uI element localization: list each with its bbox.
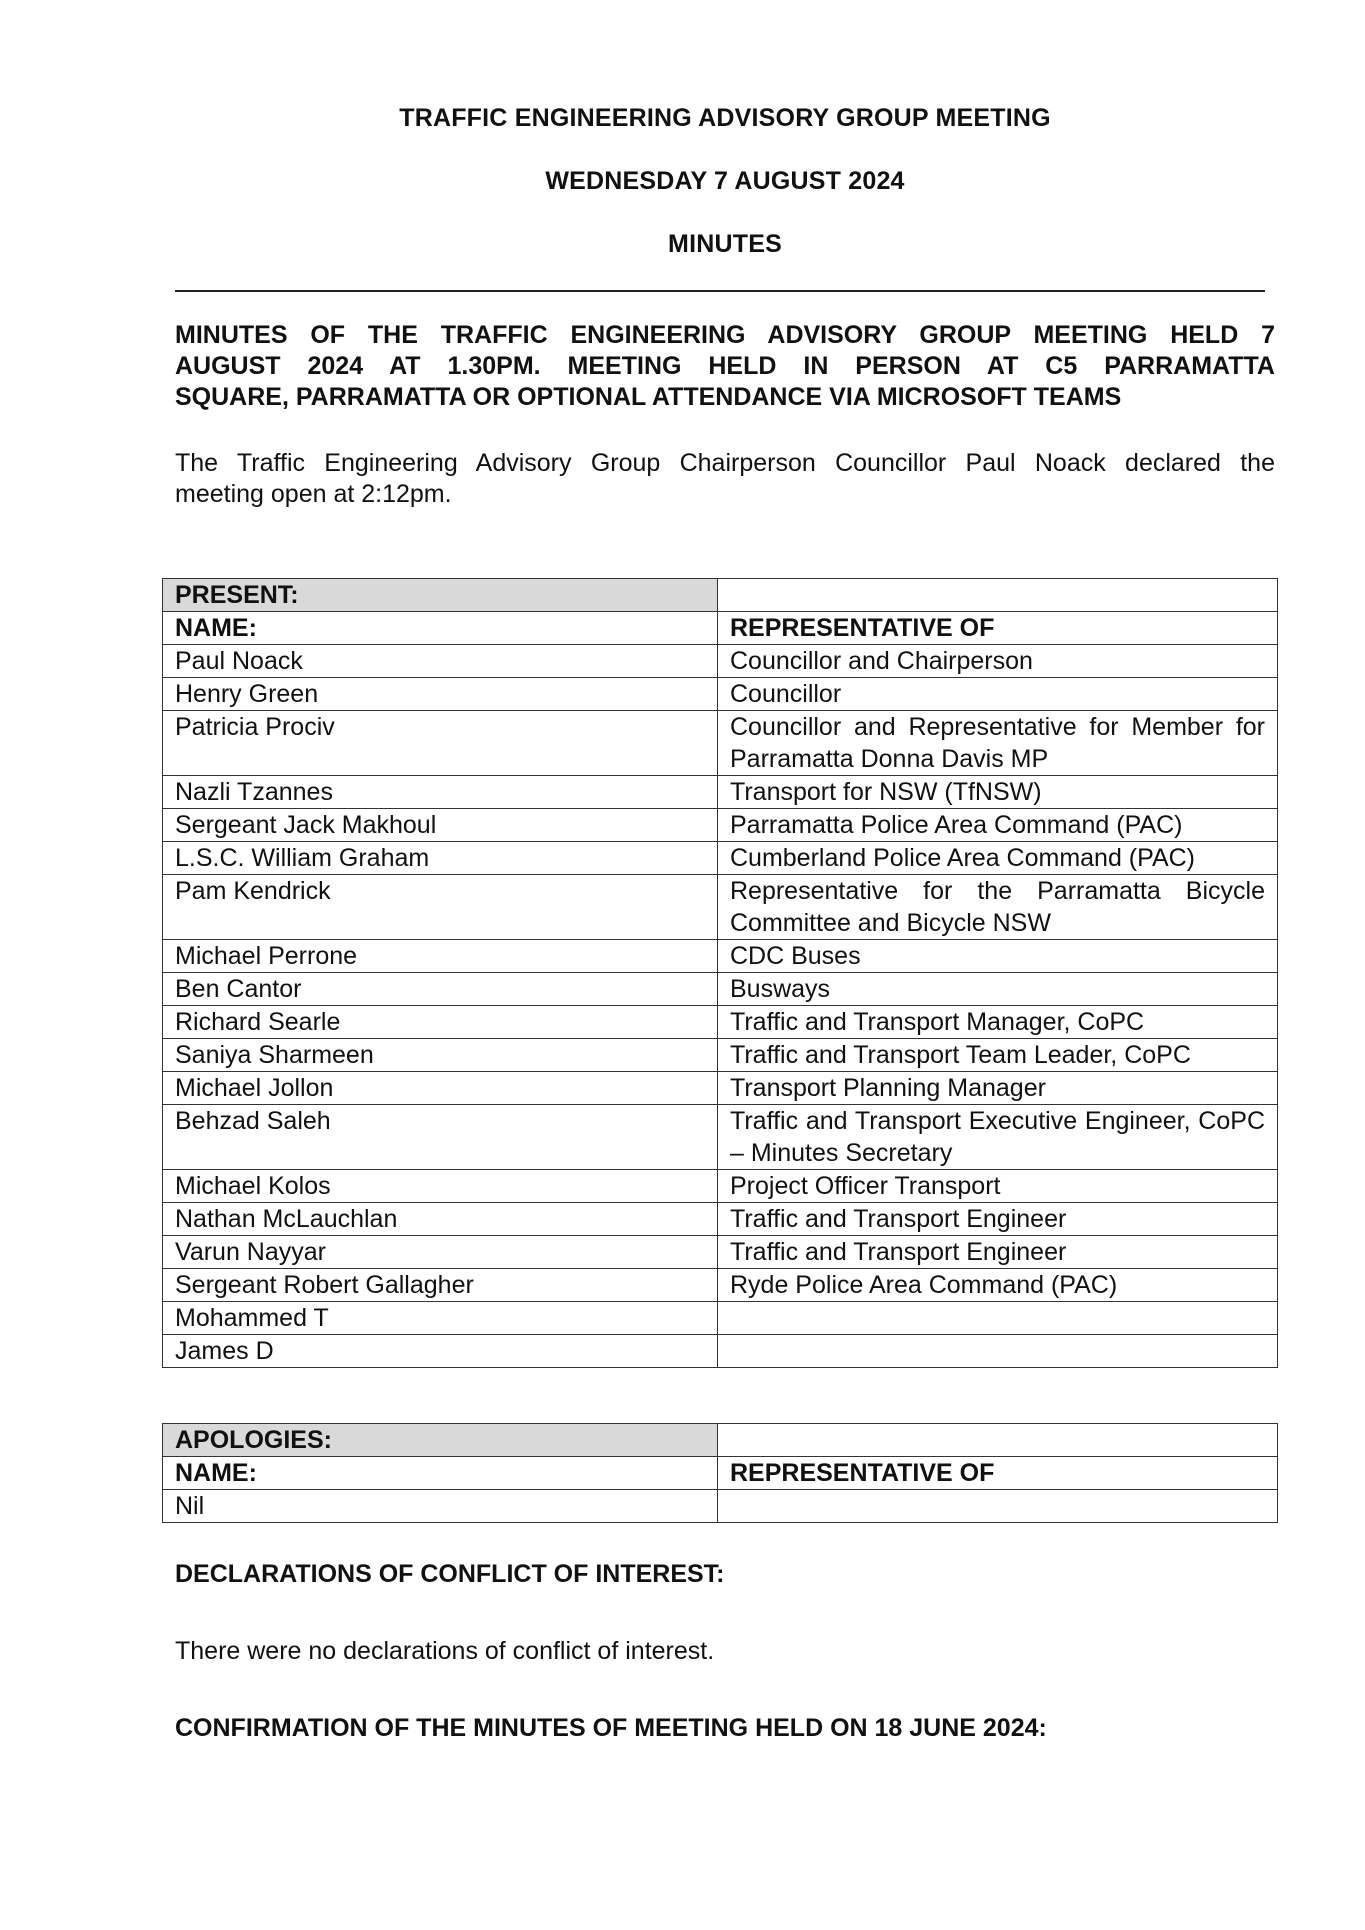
attendee-name: Paul Noack <box>163 645 718 678</box>
present-row <box>163 1006 1278 1039</box>
present-row <box>163 1236 1278 1269</box>
present-row <box>163 776 1278 809</box>
attendee-name: Nil <box>163 1490 718 1523</box>
column-name-header: NAME: <box>163 612 718 645</box>
opening-line: meeting open at 2:12pm. <box>175 480 452 508</box>
document-type: MINUTES <box>668 230 782 258</box>
present-row <box>163 1039 1278 1072</box>
present-row <box>163 1072 1278 1105</box>
attendee-representative: CDC Buses <box>718 940 1278 973</box>
attendee-representative: Traffic and Transport Engineer <box>718 1236 1278 1269</box>
attendee-representative: Parramatta Police Area Command (PAC) <box>718 809 1278 842</box>
horizontal-divider <box>175 290 1265 292</box>
attendee-representative: Transport for NSW (TfNSW) <box>718 776 1278 809</box>
attendee-representative <box>718 1490 1278 1523</box>
present-row <box>163 1105 1278 1170</box>
attendee-representative: Cumberland Police Area Command (PAC) <box>718 842 1278 875</box>
apologies-header-row <box>163 1424 1278 1457</box>
attendee-representative: Project Officer Transport <box>718 1170 1278 1203</box>
attendee-name: Ben Cantor <box>163 973 718 1006</box>
conflict-heading: DECLARATIONS OF CONFLICT OF INTEREST: <box>175 1560 725 1588</box>
present-row <box>163 809 1278 842</box>
opening-line: The Traffic Engineering Advisory Group Chairperson Councillor Paul Noack declared the <box>175 449 1275 477</box>
attendee-representative: Busways <box>718 973 1278 1006</box>
present-row <box>163 1335 1278 1368</box>
attendee-name: Michael Kolos <box>163 1170 718 1203</box>
present-row <box>163 1203 1278 1236</box>
attendee-name: Richard Searle <box>163 1006 718 1039</box>
present-header-empty <box>718 579 1278 612</box>
present-row <box>163 973 1278 1006</box>
minutes-heading-line: SQUARE, PARRAMATTA OR OPTIONAL ATTENDANCE VIA MICROSOFT TEAMS <box>175 383 1122 411</box>
conflict-text: There were no declarations of conflict of interest. <box>175 1637 715 1665</box>
attendee-name: Nazli Tzannes <box>163 776 718 809</box>
present-row <box>163 711 1278 776</box>
present-row <box>163 1302 1278 1335</box>
opening-paragraph <box>175 448 1275 510</box>
attendee-name: Varun Nayyar <box>163 1236 718 1269</box>
meeting-title: TRAFFIC ENGINEERING ADVISORY GROUP MEETING <box>399 104 1051 132</box>
attendee-name: Sergeant Robert Gallagher <box>163 1269 718 1302</box>
attendee-name: Sergeant Jack Makhoul <box>163 809 718 842</box>
attendee-representative: Traffic and Transport Manager, CoPC <box>718 1006 1278 1039</box>
attendee-name: Behzad Saleh <box>163 1105 718 1170</box>
apologies-table <box>162 1423 1278 1523</box>
present-row <box>163 678 1278 711</box>
apologies-header-empty <box>718 1424 1278 1457</box>
present-table <box>162 578 1278 1368</box>
attendee-name: Saniya Sharmeen <box>163 1039 718 1072</box>
apologies-label: APOLOGIES: <box>163 1424 718 1457</box>
present-header-row <box>163 579 1278 612</box>
attendee-representative: Councillor and Chairperson <box>718 645 1278 678</box>
present-row <box>163 1269 1278 1302</box>
minutes-heading-line: AUGUST 2024 AT 1.30PM. MEETING HELD IN PERSON AT C5 PARRAMATTA <box>175 352 1275 380</box>
attendee-name: Mohammed T <box>163 1302 718 1335</box>
minutes-heading <box>175 320 1275 413</box>
attendee-name: Pam Kendrick <box>163 875 718 940</box>
column-rep-header: REPRESENTATIVE OF <box>718 1457 1278 1490</box>
present-row <box>163 1170 1278 1203</box>
apology-row <box>163 1490 1278 1523</box>
attendee-representative <box>718 1335 1278 1368</box>
column-name-header: NAME: <box>163 1457 718 1490</box>
column-rep-header: REPRESENTATIVE OF <box>718 612 1278 645</box>
attendee-representative: Councillor and Representative for Member for Parramatta Donna Davis MP <box>718 711 1278 776</box>
minutes-heading-line: MINUTES OF THE TRAFFIC ENGINEERING ADVISORY GROUP MEETING HELD 7 <box>175 321 1275 349</box>
present-row <box>163 875 1278 940</box>
meeting-date: WEDNESDAY 7 AUGUST 2024 <box>545 167 905 195</box>
attendee-name: L.S.C. William Graham <box>163 842 718 875</box>
attendee-representative: Traffic and Transport Team Leader, CoPC <box>718 1039 1278 1072</box>
attendee-representative <box>718 1302 1278 1335</box>
present-row <box>163 645 1278 678</box>
attendee-name: James D <box>163 1335 718 1368</box>
attendee-name: Michael Jollon <box>163 1072 718 1105</box>
attendee-name: Michael Perrone <box>163 940 718 973</box>
attendee-name: Henry Green <box>163 678 718 711</box>
attendee-representative: Ryde Police Area Command (PAC) <box>718 1269 1278 1302</box>
attendee-representative: Traffic and Transport Executive Engineer, CoPC – Minutes Secretary <box>718 1105 1278 1170</box>
attendee-representative: Transport Planning Manager <box>718 1072 1278 1105</box>
attendee-representative: Representative for the Parramatta Bicycle Committee and Bicycle NSW <box>718 875 1278 940</box>
attendee-name: Patricia Prociv <box>163 711 718 776</box>
present-row <box>163 842 1278 875</box>
present-label: PRESENT: <box>163 579 718 612</box>
present-row <box>163 940 1278 973</box>
attendee-representative: Traffic and Transport Engineer <box>718 1203 1278 1236</box>
apologies-columns-row <box>163 1457 1278 1490</box>
confirmation-heading: CONFIRMATION OF THE MINUTES OF MEETING HELD ON 18 JUNE 2024: <box>175 1714 1047 1742</box>
present-columns-row <box>163 612 1278 645</box>
attendee-name: Nathan McLauchlan <box>163 1203 718 1236</box>
attendee-representative: Councillor <box>718 678 1278 711</box>
